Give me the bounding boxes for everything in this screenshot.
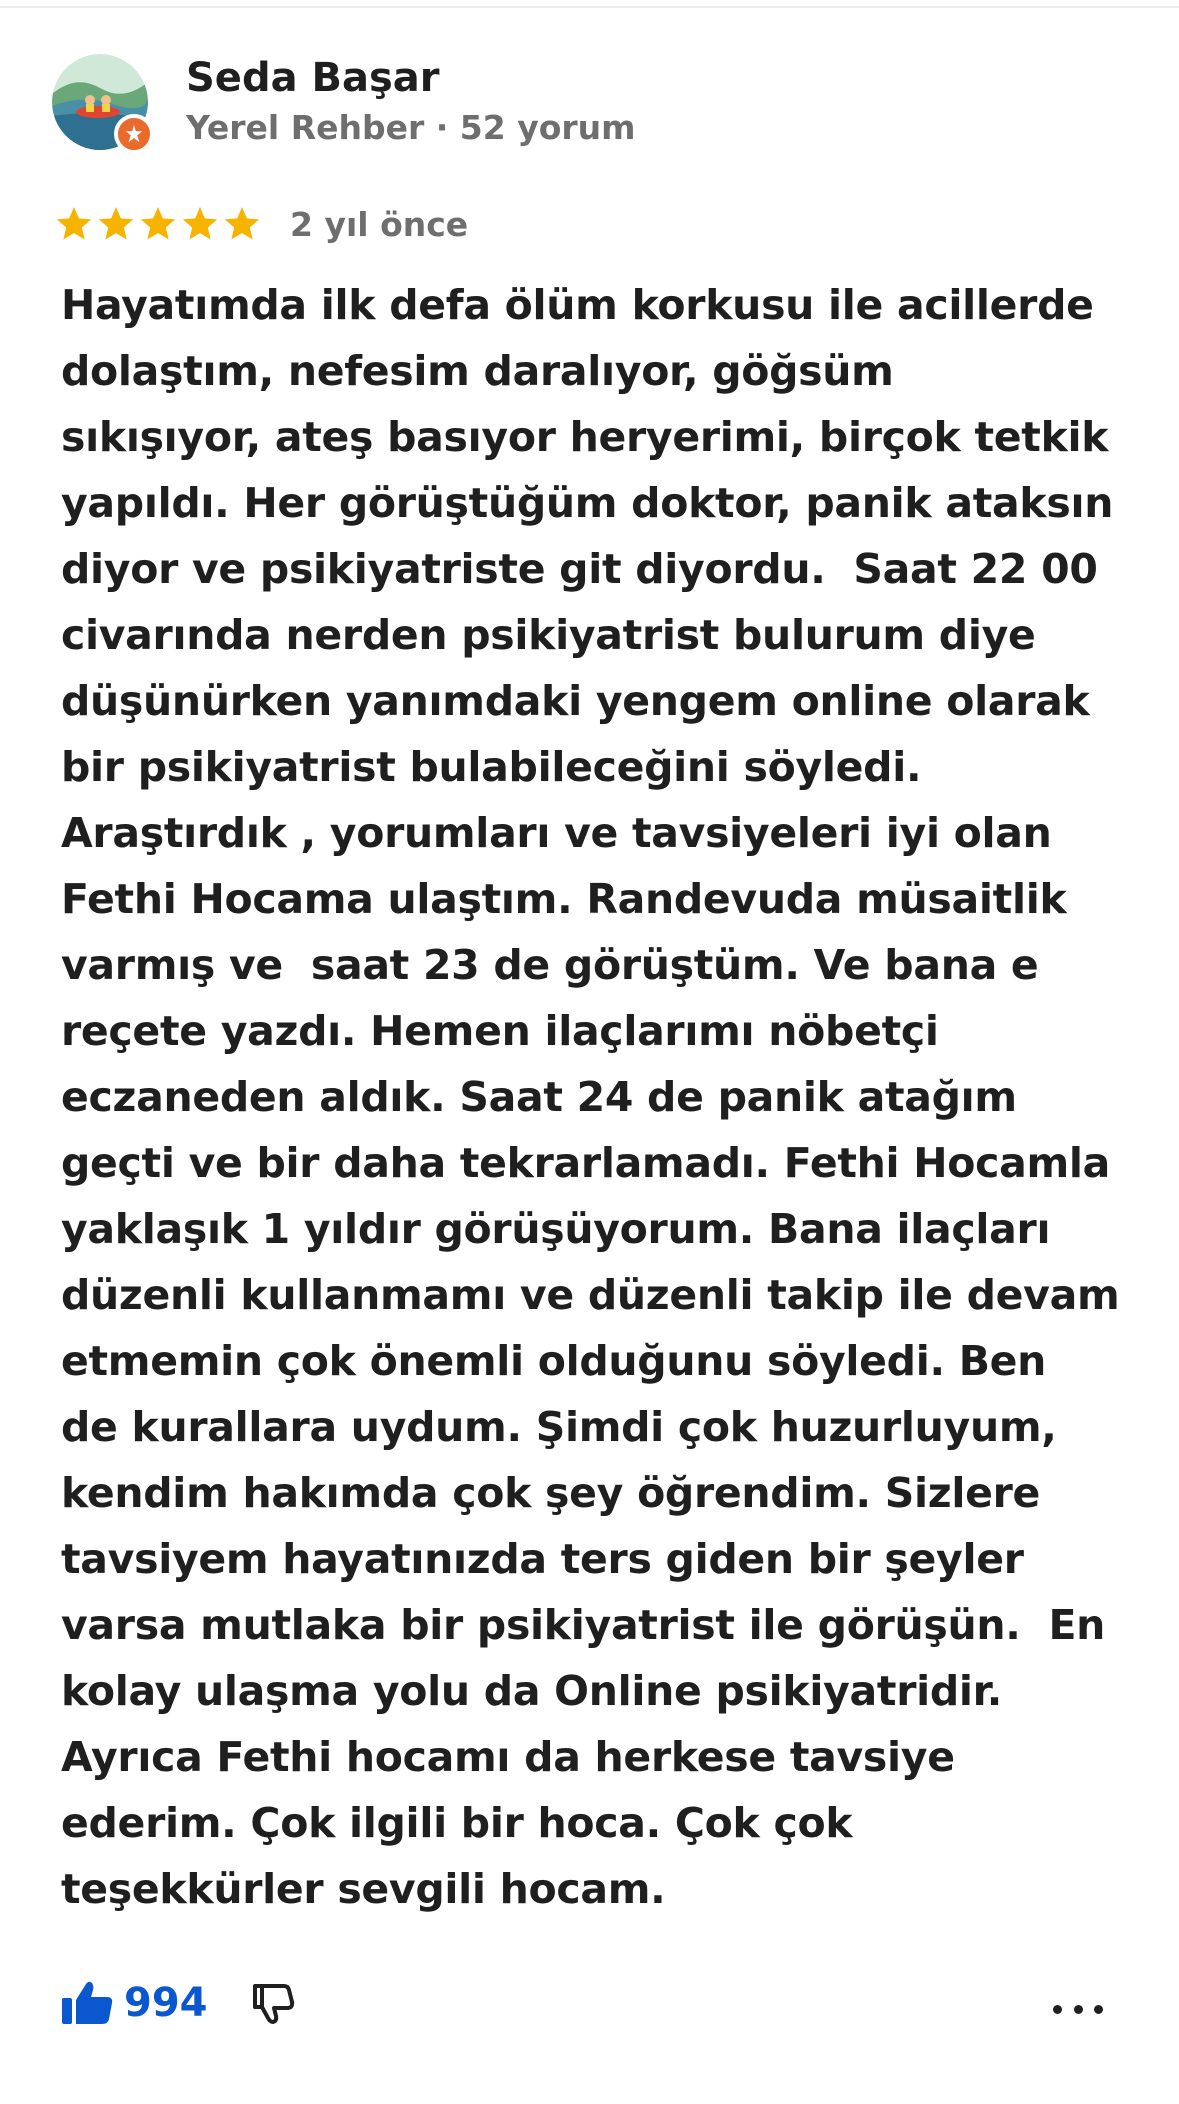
review-line: sıkışıyor, ateş basıyor heryerimi, birçok tetkik (61, 413, 1109, 461)
review-line: düşünürken yanımdaki yengem online olarak (61, 677, 1090, 725)
review-line: eczaneden aldık. Saat 24 de panik atağım (61, 1073, 1017, 1121)
review-line: diyor ve psikiyatriste git diyordu. Saat 22 00 (61, 545, 1098, 593)
star-icon (138, 204, 178, 244)
star-burst-icon (123, 123, 145, 145)
review-line: yaklaşık 1 yıldır görüşüyorum. Bana ilaçları (61, 1205, 1051, 1253)
local-guide-badge (114, 114, 154, 154)
review-line: teşekkürler sevgili hocam. (61, 1865, 666, 1913)
review-line: dolaştım, nefesim daralıyor, göğsüm (61, 347, 894, 395)
review-line: kendim hakımda çok şey öğrendim. Sizlere (61, 1469, 1041, 1517)
thumbs-up-icon (62, 1980, 114, 2026)
like-count: 994 (124, 1980, 208, 2026)
review-line: ederim. Çok ilgili bir hoca. Çok çok (61, 1799, 853, 1847)
star-icon (180, 204, 220, 244)
star-rating (54, 204, 264, 244)
avatar[interactable] (52, 54, 148, 150)
more-dot (1074, 2005, 1083, 2014)
review-line: Araştırdık , yorumları ve tavsiyeleri iyi olan (61, 809, 1052, 857)
star-icon (54, 204, 94, 244)
like-button[interactable] (62, 1980, 208, 2026)
review-line: kolay ulaşma yolu da Online psikiyatridir. (61, 1667, 1003, 1715)
review-actions (62, 1980, 298, 2026)
reviewer-meta: Yerel Rehber · 52 yorum (186, 108, 636, 147)
review-line: etmemin çok önemli olduğunu söyledi. Ben (61, 1337, 1047, 1385)
star-icon (96, 204, 136, 244)
review-line: Hayatımda ilk defa ölüm korkusu ile acillerde (61, 281, 1094, 329)
review-line: bir psikiyatrist bulabileceğini söyledi. (61, 743, 922, 791)
review-line: Ayrıca Fethi hocamı da herkese tavsiye (61, 1733, 955, 1781)
thumbs-down-icon (252, 1982, 298, 2024)
review-line: reçete yazdı. Hemen ilaçlarımı nöbetçi (61, 1007, 939, 1055)
review-header (52, 54, 636, 150)
review-time: 2 yıl önce (290, 204, 469, 244)
review-line: varsa mutlaka bir psikiyatrist ile görüşün. En (61, 1601, 1106, 1649)
author-info (186, 54, 636, 150)
review-line: yapıldı. Her görüştüğüm doktor, panik ataksın (61, 479, 1114, 527)
review-line: civarında nerden psikiyatrist bulurum diye (61, 611, 1036, 659)
review-line: Fethi Hocama ulaştım. Randevuda müsaitlik (61, 875, 1067, 923)
rating-row (54, 204, 468, 244)
review-line: tavsiyem hayatınızda ters giden bir şeyler (61, 1535, 1024, 1583)
star-icon (222, 204, 262, 244)
review-line: de kurallara uydum. Şimdi çok huzurluyum, (61, 1403, 1057, 1451)
top-divider (0, 6, 1179, 8)
dislike-button[interactable] (252, 1982, 298, 2024)
review-line: düzenli kullanmamı ve düzenli takip ile devam (61, 1271, 1120, 1319)
review-text (61, 272, 1141, 1922)
more-options-button[interactable] (1053, 1994, 1103, 2024)
review-line: geçti ve bir daha tekrarlamadı. Fethi Hocamla (61, 1139, 1111, 1187)
review-line: varmış ve saat 23 de görüştüm. Ve bana e (61, 941, 1039, 989)
more-horizontal-icon (1053, 2005, 1062, 2014)
more-dot (1094, 2005, 1103, 2014)
reviewer-name[interactable]: Seda Başar (186, 55, 440, 101)
